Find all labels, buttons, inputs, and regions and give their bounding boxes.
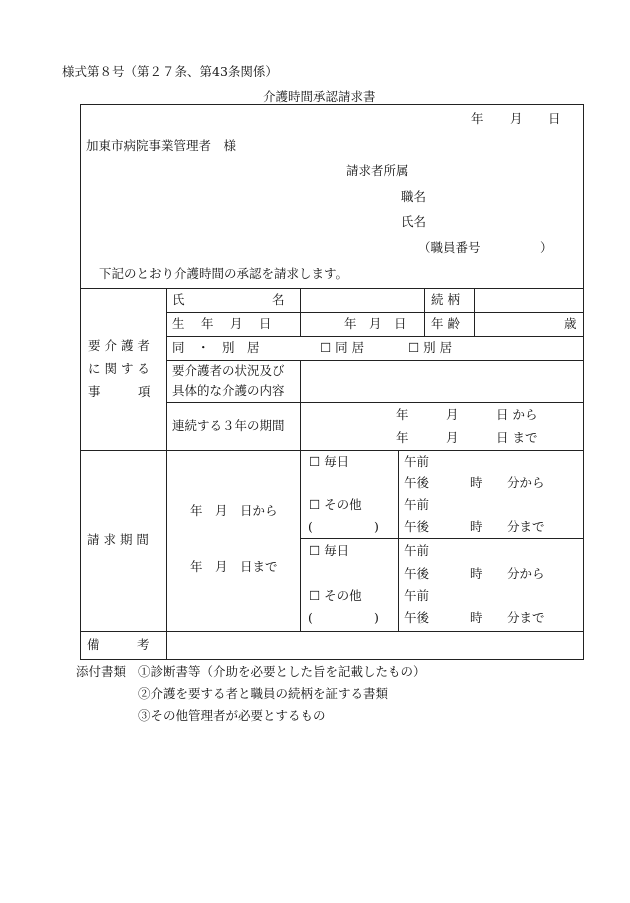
attachment-item-2: ②介護を要する者と職員の続柄を証する書類 [138,686,389,701]
situation-label-1: 要介護者の状況及び [172,363,285,378]
staff-number-label: （職員番号 [418,240,481,255]
divider [300,360,301,450]
pm-label-2b: 午後 [404,610,430,625]
age-unit: 歳 [564,316,577,331]
position-label: 職名 [401,189,427,204]
addressee: 加東市病院事業管理者 様 [86,138,237,153]
divider [80,631,584,632]
date-month: 月 [510,111,523,126]
affiliation-label: 請求者所属 [346,163,409,178]
care-section-label-1: 要 介 護 者 [88,338,150,353]
divider [300,450,301,631]
paren-close-2: ) [374,610,379,625]
other-checkbox-1[interactable]: ☐ その他 [309,497,362,512]
relation-label: 続 柄 [431,292,460,307]
hour-label-1a: 時 [470,475,483,490]
paren-close-1: ) [374,519,379,534]
birth-date-value: 年 月 日 [344,316,407,331]
divider [300,538,584,539]
divider [166,312,584,313]
date-year: 年 [471,111,484,126]
remarks-label: 備 考 [87,637,150,652]
am-label-2b: 午前 [404,588,430,603]
age-label: 年 齢 [431,316,460,331]
date-day: 日 [548,111,561,126]
birth-date-label: 生 年 月 日 [172,316,272,331]
divider [166,288,167,660]
living-label: 同 ・ 別 居 [172,340,260,355]
name-label: 氏名 [401,214,427,229]
minute-to-2: 分まで [507,610,545,625]
period-from: 年 月 日 から [396,407,538,422]
form-title: 介護時間承認請求書 [263,89,376,104]
divider [166,402,584,403]
hour-label-1b: 時 [470,519,483,534]
form-number: 様式第８号（第２７条、第43条関係） [62,64,278,79]
daily-checkbox-2[interactable]: ☐ 毎日 [309,543,350,558]
living-same-checkbox[interactable]: ☐ 同 居 [320,340,365,355]
pm-label-1a: 午後 [404,475,430,490]
am-label-1a: 午前 [404,454,430,469]
hour-label-2b: 時 [470,610,483,625]
staff-number-close: ） [540,240,553,255]
care-section-label-2: に 関 す る [88,361,150,376]
minute-to-1: 分まで [507,519,545,534]
pm-label-1b: 午後 [404,519,430,534]
request-date-to: 年 月 日まで [190,559,278,574]
three-year-label: 連続する３年の期間 [172,418,285,433]
request-period-label: 請 求 期 間 [87,532,149,547]
am-label-2a: 午前 [404,543,430,558]
paren-open-1: ( [308,519,313,534]
paren-open-2: ( [308,610,313,625]
daily-checkbox-1[interactable]: ☐ 毎日 [309,454,350,469]
divider [166,360,584,361]
living-separate-checkbox[interactable]: ☐ 別 居 [408,340,453,355]
request-statement: 下記のとおり介護時間の承認を請求します。 [99,266,349,281]
other-checkbox-2[interactable]: ☐ その他 [309,588,362,603]
care-section-label-3: 事 項 [88,384,151,399]
divider [80,288,584,289]
period-to: 年 月 日 まで [396,430,538,445]
recipient-name-label: 氏 名 [172,292,285,307]
minute-from-2: 分から [507,566,545,581]
situation-label-2: 具体的な介護の内容 [172,383,285,398]
am-label-1b: 午前 [404,497,430,512]
divider [300,288,301,336]
hour-label-2a: 時 [470,566,483,581]
divider [398,450,399,631]
pm-label-2a: 午後 [404,566,430,581]
divider [166,336,584,337]
attachment-item-3: ③その他管理者が必要とするもの [138,708,326,723]
divider [80,450,584,451]
request-date-from: 年 月 日から [190,503,278,518]
divider [424,288,425,336]
divider [474,288,475,336]
attachment-item-1: ①診断書等（介助を必要とした旨を記載したもの） [138,664,426,679]
minute-from-1: 分から [507,475,545,490]
attachments-label: 添付書類 [76,664,127,679]
